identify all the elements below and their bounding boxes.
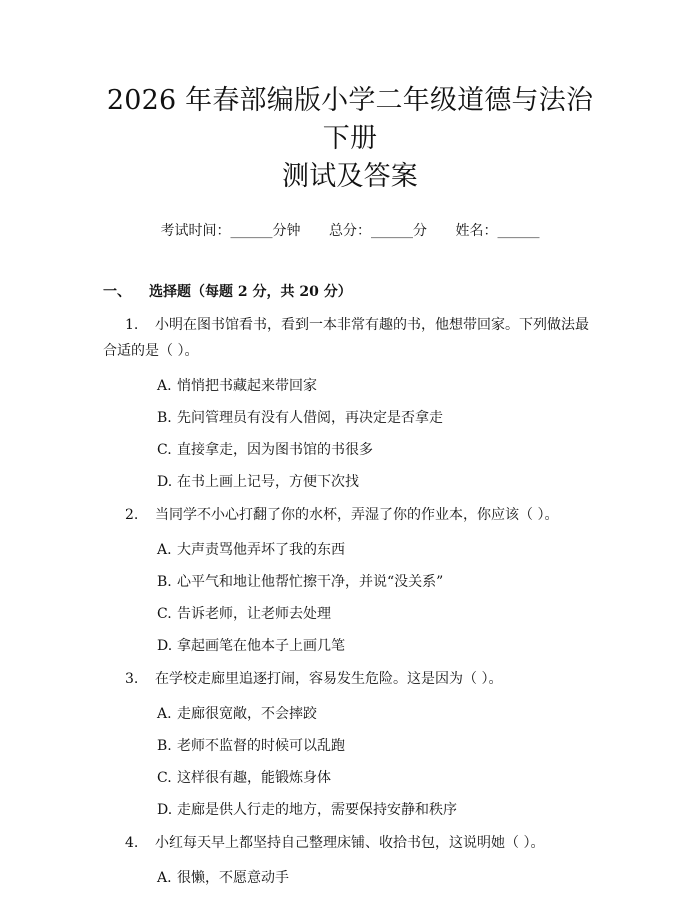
option [103,440,597,460]
option-letter: A. [157,706,172,722]
option-text: 心平气和地让他帮忙擦干净，并说“没关系” [177,574,444,590]
option [103,572,597,592]
option-text: 直接拿走，因为图书馆的书很多 [177,442,373,458]
question [103,666,597,820]
question-number: 2. [125,507,139,523]
option [103,800,597,820]
document-title [103,0,597,196]
exam-meta [103,220,597,240]
option-list [103,540,597,656]
option-text: 走廊是供人行走的地方，需要保持安静和秩序 [177,802,457,818]
option [103,604,597,624]
option-letter: A. [157,870,172,886]
title-line-2: 测试及答案 [282,161,418,192]
option-letter: A. [157,378,172,394]
option-letter: D. [157,802,173,818]
option-letter: D. [157,638,173,654]
question-text [103,666,597,692]
option [103,408,597,428]
option-list [103,868,597,888]
option-letter: A. [157,542,172,558]
option [103,768,597,788]
option-letter: B. [157,574,172,590]
option-text: 大声责骂他弄坏了我的东西 [177,542,345,558]
question-text [103,502,597,528]
question [103,830,597,888]
section-heading [103,282,597,302]
option-text: 老师不监督的时候可以乱跑 [177,738,345,754]
section-number: 一、 [103,284,131,300]
question-number: 1. [125,317,139,333]
question [103,502,597,656]
question-text [103,312,597,364]
option-text: 悄悄把书藏起来带回家 [177,378,317,394]
option-text: 拿起画笔在他本子上画几笔 [177,638,345,654]
option-letter: C. [157,770,172,786]
question [103,312,597,492]
option [103,636,597,656]
option-list [103,376,597,492]
option-text: 很懒，不愿意动手 [177,870,289,886]
option-letter: B. [157,410,172,426]
option-text: 这样很有趣，能锻炼身体 [177,770,331,786]
question-text [103,830,597,856]
option-text: 先问管理员有没有人借阅，再决定是否拿走 [177,410,443,426]
option-text: 走廊很宽敞，不会摔跤 [177,706,317,722]
option [103,376,597,396]
question-body: 在学校走廊里追逐打闹，容易发生危险。这是因为（ ）。 [155,671,503,687]
option [103,868,597,888]
question-body: 小红每天早上都坚持自己整理床铺、收拾书包，这说明她（ ）。 [155,835,545,851]
option-letter: D. [157,474,173,490]
section-title: 选择题（每题 2 分，共 20 分） [149,284,352,300]
option [103,736,597,756]
option-letter: C. [157,442,172,458]
exam-total-score: 总分：______分 [329,223,427,239]
title-line-1: 2026 年春部编版小学二年级道德与法治下册 [106,85,594,154]
question-body: 小明在图书馆看书，看到一本非常有趣的书，他想带回家。下列做法最合适的是（ ）。 [103,317,589,359]
option-letter: C. [157,606,172,622]
option-text: 告诉老师，让老师去处理 [177,606,331,622]
student-name: 姓名：______ [455,223,540,239]
option [103,540,597,560]
option [103,704,597,724]
question-number: 3. [125,671,139,687]
option [103,472,597,492]
question-number: 4. [125,835,139,851]
question-body: 当同学不小心打翻了你的水杯，弄湿了你的作业本，你应该（ ）。 [155,507,559,523]
option-list [103,704,597,820]
option-text: 在书上画上记号，方便下次找 [177,474,359,490]
exam-time: 考试时间：______分钟 [160,223,301,239]
option-letter: B. [157,738,172,754]
